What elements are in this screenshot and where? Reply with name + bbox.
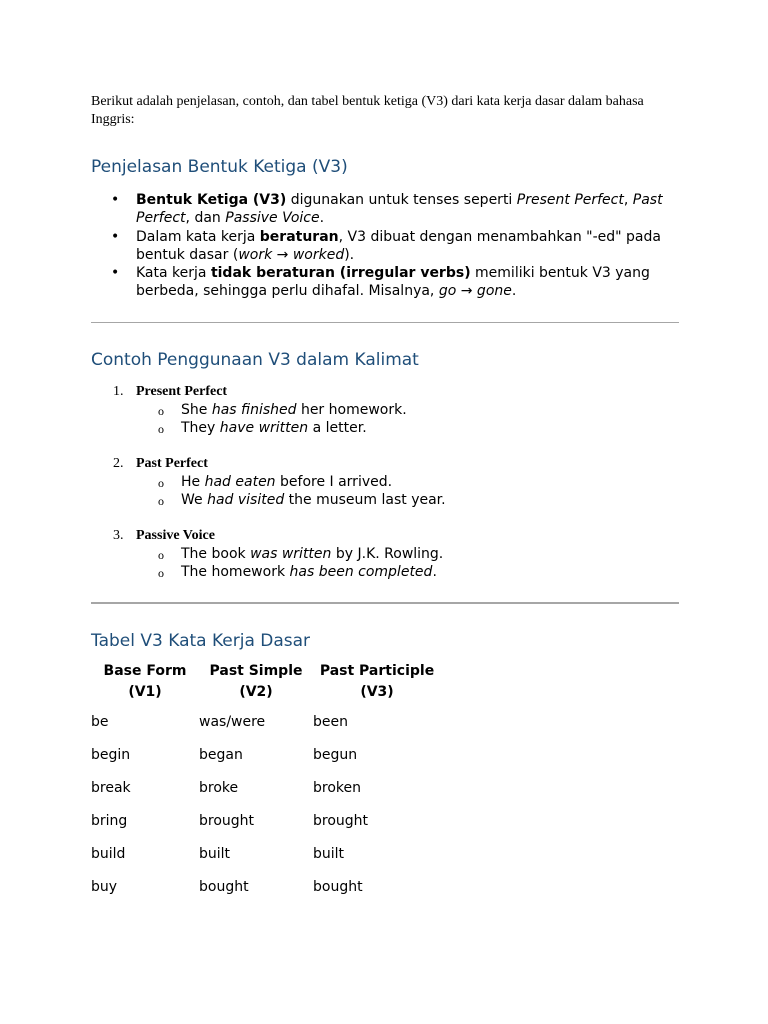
circle-bullet-icon: o — [158, 422, 164, 437]
column-header: Past Participle (V3) — [319, 662, 435, 700]
bold-term: tidak beraturan (irregular verbs) — [210, 265, 471, 282]
table-cell: been — [313, 713, 348, 730]
table-cell: be — [91, 713, 109, 730]
circle-bullet-icon: o — [158, 475, 164, 490]
example-sentence — [136, 419, 679, 438]
example-sentences — [91, 545, 679, 582]
text: We — [181, 492, 208, 509]
text: . — [432, 564, 437, 581]
list-item — [91, 228, 679, 265]
example-sentence — [136, 473, 679, 492]
text: , V3 dibuat dengan menambahkan "-ed" pada bentuk dasar ( — [136, 228, 661, 263]
example-sentence — [136, 491, 679, 510]
examples-list — [91, 383, 679, 582]
section-heading-table: Tabel V3 Kata Kerja Dasar — [91, 630, 311, 651]
text: , dan — [185, 210, 226, 227]
text: ). — [344, 246, 355, 263]
italic-term: go → gone — [438, 283, 512, 300]
text: Dalam kata kerja — [136, 228, 260, 245]
text: before I arrived. — [275, 473, 393, 490]
list-number: 1. — [113, 383, 124, 399]
text: her homework. — [296, 401, 407, 418]
text: They — [181, 420, 220, 437]
section-heading-explanation: Penjelasan Bentuk Ketiga (V3) — [91, 157, 348, 177]
text: a letter. — [308, 420, 367, 437]
verb: has been completed — [289, 564, 433, 581]
list-item — [91, 264, 679, 301]
text: He — [181, 473, 205, 490]
table-cell: bought — [199, 878, 249, 895]
list-item — [91, 191, 679, 228]
table-cell: built — [313, 845, 345, 862]
verb-table — [91, 661, 441, 911]
table-cell: built — [199, 845, 231, 862]
example-title: Present Perfect — [136, 383, 228, 399]
column-header: Past Simple (V2) — [209, 662, 303, 700]
text: . — [511, 283, 517, 300]
table-cell: bought — [313, 878, 363, 895]
example-sentence — [136, 545, 679, 564]
table-cell: buy — [91, 878, 118, 895]
verb: had eaten — [204, 473, 276, 490]
circle-bullet-icon: o — [158, 494, 164, 509]
italic-term: Present Perfect — [516, 192, 624, 208]
verb: have written — [219, 420, 309, 437]
text: The homework — [181, 564, 290, 581]
divider — [91, 602, 679, 604]
table-cell: bring — [91, 812, 128, 829]
italic-term: work → worked — [238, 246, 345, 263]
circle-bullet-icon: o — [158, 547, 164, 562]
list-item — [91, 455, 679, 510]
table-cell: build — [91, 845, 126, 862]
example-title: Past Perfect — [136, 455, 208, 471]
table-header-row — [91, 661, 441, 713]
text: by J.K. Rowling. — [331, 545, 444, 562]
table-row — [91, 779, 441, 812]
table-row — [91, 746, 441, 779]
intro-paragraph: Berikut adalah penjelasan, contoh, dan tabel bentuk ketiga (V3) dari kata kerja dasar dalam bahasa Inggris: — [91, 94, 644, 127]
bold-term: Bentuk Ketiga (V3) — [136, 192, 287, 208]
text: She — [181, 401, 212, 418]
table-cell: break — [91, 779, 131, 796]
section-heading-examples: Contoh Penggunaan V3 dalam Kalimat — [91, 349, 419, 370]
example-sentence — [136, 401, 679, 420]
document-page — [91, 93, 679, 911]
italic-term: Passive Voice — [225, 210, 320, 227]
table-cell: broke — [199, 779, 239, 796]
text: digunakan untuk tenses seperti — [286, 192, 517, 208]
table-row — [91, 878, 441, 911]
text: The book — [181, 545, 251, 562]
column-header: Base Form (V1) — [103, 662, 187, 700]
table-cell: began — [199, 746, 243, 763]
bold-term: beraturan — [259, 228, 339, 245]
list-item — [91, 383, 679, 438]
table-row — [91, 713, 441, 746]
divider — [91, 322, 679, 323]
table-cell: broken — [313, 779, 361, 796]
table-cell: was/were — [199, 713, 266, 730]
bullet-icon: • — [111, 228, 120, 245]
text: the museum last year. — [284, 492, 446, 509]
list-number: 2. — [113, 455, 124, 471]
bullet-icon: • — [111, 265, 120, 282]
text: , — [623, 192, 633, 208]
list-number: 3. — [113, 527, 124, 543]
example-sentences — [91, 473, 679, 510]
table-cell: begin — [91, 746, 131, 763]
example-sentence — [136, 563, 679, 582]
example-title: Passive Voice — [136, 527, 215, 543]
text: memiliki bentuk V3 yang berbeda, sehingga perlu dihafal. Misalnya, — [136, 265, 650, 300]
list-item — [91, 527, 679, 582]
text: Kata kerja — [136, 265, 211, 282]
italic-term: Past Perfect — [136, 192, 663, 227]
verb: was written — [250, 545, 332, 562]
verb: had visited — [207, 492, 285, 509]
verb: has finished — [211, 401, 297, 418]
table-cell: begun — [313, 746, 358, 763]
table-cell: brought — [199, 812, 255, 829]
bullet-icon: • — [111, 192, 120, 208]
text: . — [319, 210, 325, 227]
table-row — [91, 845, 441, 878]
example-sentences — [91, 401, 679, 438]
table-row — [91, 812, 441, 845]
circle-bullet-icon: o — [158, 403, 164, 418]
explanation-list — [91, 191, 679, 301]
table-cell: brought — [313, 812, 369, 829]
circle-bullet-icon: o — [158, 566, 164, 581]
